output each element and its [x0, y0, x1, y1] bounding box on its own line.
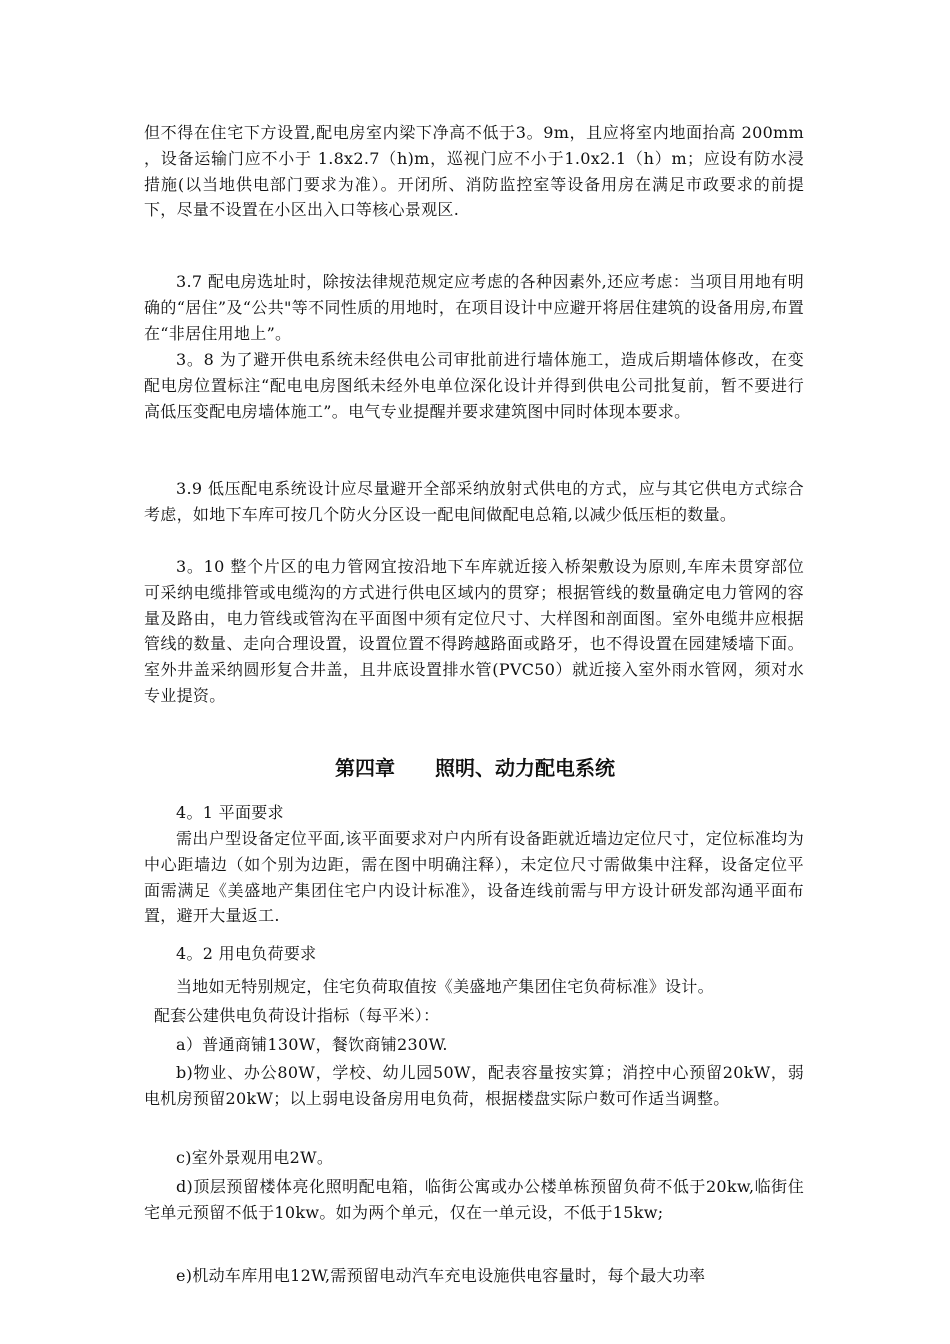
paragraph-3-8: 3。8 为了避开供电系统未经供电公司审批前进行墙体施工，造成后期墙体修改，在变配电房位置标注“配电电房图纸未经外电单位深化设计并得到供电公司批复前，暂不要进行高低压变配电房墙体施工”。电气专业提醒并要求建筑图中同时体现本要求。 — [144, 350, 804, 421]
paragraph-3-9: 3.9 低压配电系统设计应尽量避开全部采纳放射式供电的方式，应与其它供电方式综合考虑，如地下车库可按几个防火分区设一配电间做配电总箱,以减少低压柜的数量。 — [144, 479, 804, 524]
section-4-2-line1: 当地如无特别规定，住宅负荷取值按《美盛地产集团住宅负荷标准》设计。 — [176, 977, 714, 996]
paragraph-3-7: 3.7 配电房选址时，除按法律规范规定应考虑的各种因素外,还应考虑：当项目用地有明确的“居住”及“公共"等不同性质的用地时，在项目设计中应避开将居住建筑的设备用房,布置在“非居住用地上”。 — [144, 272, 804, 343]
load-item-b: b)物业、办公80W，学校、幼儿园50W，配表容量按实算；消控中心预留20kW，弱电机房预留20kW；以上弱电设备房用电负荷，根据楼盘实际户数可作适当调整。 — [144, 1063, 804, 1108]
paragraph-3-10: 3。10 整个片区的电力管网宜按沿地下车库就近接入桥架敷设为原则,车库未贯穿部位可采纳电缆排管或电缆沟的方式进行供电区域内的贯穿；根据管线的数量确定电力管网的容量及路由，电力管线或管沟在平面图中须有定位尺寸、大样图和剖面图。室外电缆井应根据管线的数量、走向合理设置，设置位置不得跨越路面或路牙，也不得设置在园建矮墙下面。室外井盖采纳圆形复合井盖，且井底设置排水管(PVC50）就近接入室外雨水管网，须对水专业提资。 — [144, 557, 804, 705]
load-item-c: c)室外景观用电2W。 — [176, 1148, 334, 1167]
load-item-d: d)顶层预留楼体亮化照明配电箱，临街公寓或办公楼单栋预留负荷不低于20kw,临街住宅单元预留不低于10kw。如为两个单元，仅在一单元设，不低于15kw; — [144, 1177, 804, 1222]
load-item-a: a）普通商铺130W，餐饮商铺230W. — [176, 1035, 448, 1054]
section-4-2-heading: 4。2 用电负荷要求 — [176, 944, 317, 963]
section-4-1-body: 需出户型设备定位平面,该平面要求对户内所有设备距就近墙边定位尺寸，定位标准均为中心距墙边（如个别为边距，需在图中明确注释），未定位尺寸需做集中注释，设备定位平面需满足《美盛地产集团住宅户内设计标准》，设备连线前需与甲方设计研发部沟通平面布置，避开大量返工. — [144, 829, 804, 926]
section-4-2-line2: 配套公建供电负荷设计指标（每平米）： — [154, 1006, 440, 1025]
load-item-e: e)机动车库用电12W,需预留电动汽车充电设施供电容量时，每个最大功率 — [176, 1266, 706, 1285]
chapter-title: 第四章 照明、动力配电系统 — [335, 756, 615, 780]
section-4-1-heading: 4。1 平面要求 — [176, 803, 284, 822]
paragraph-substation-requirements: 但不得在住宅下方设置,配电房室内梁下净高不低于3。9m，且应将室内地面抬高 200mm ，设备运输门应不小于 1.8x2.7（h)m，巡视门应不小于1.0x2.1（h）m；应设有防水浸措施(以当地供电部门要求为准）。开闭所、消防监控室等设备用房在满足市政要求的前提下，尽量不设置在小区出入口等核心景观区. — [144, 123, 804, 220]
